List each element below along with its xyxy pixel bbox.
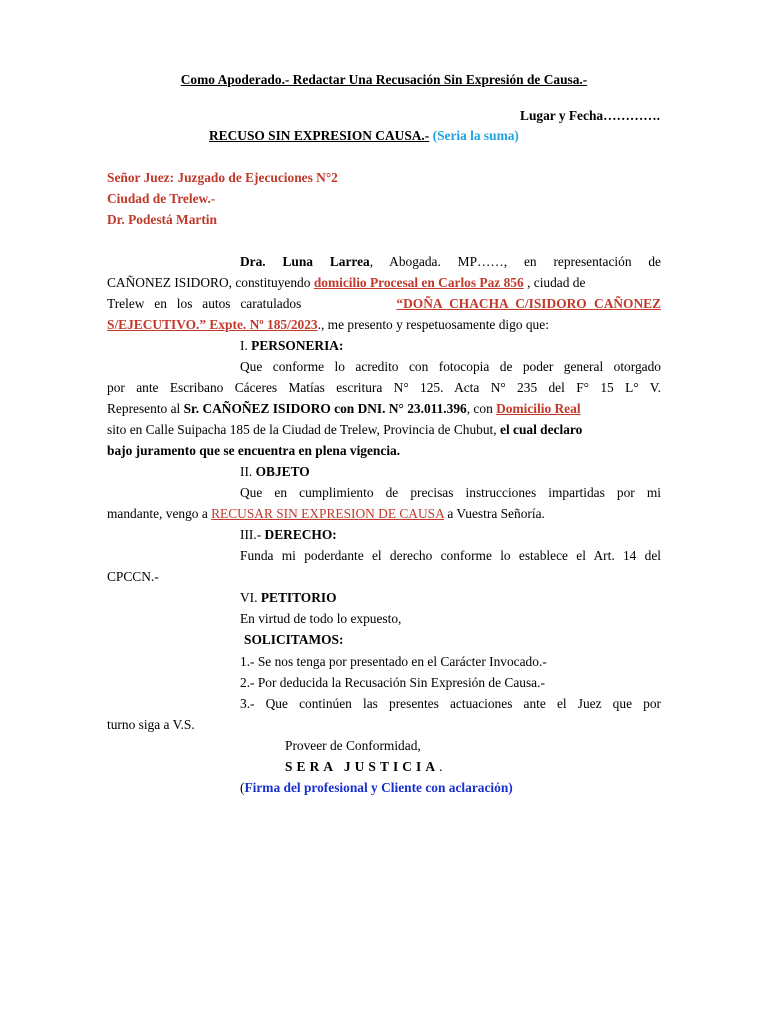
petitorio-line-1: En virtud de todo lo expuesto, bbox=[240, 611, 402, 626]
case-caption: “DOÑA CHACHA C/ISIDORO CAÑONEZ bbox=[396, 296, 661, 311]
heading-note: (Seria la suma) bbox=[432, 128, 519, 143]
place-and-date: Lugar y Fecha…………. bbox=[520, 108, 660, 123]
section-derecho-heading: III.- DERECHO: bbox=[240, 527, 337, 542]
lawyer-name: Dra. Luna Larrea bbox=[240, 254, 370, 269]
procesal-address: domicilio Procesal en Carlos Paz 856 bbox=[313, 275, 524, 290]
solicitamos-label: SOLICITAMOS: bbox=[244, 632, 344, 647]
petition-item: 3.- Que continúen las presentes actuaciones ante el Juez que por bbox=[240, 696, 661, 711]
intro-line-1: Dra. Luna Larrea, Abogada. MP……, en representación de bbox=[240, 254, 661, 269]
petition-item: 2.- Por deducida la Recusación Sin Expresión de Causa.- bbox=[240, 675, 545, 690]
derecho-line-1: Funda mi poderdante el derecho conforme lo establece el Art. 14 del bbox=[240, 548, 661, 563]
client-name-dni: Sr. CAÑOÑEZ ISIDORO con DNI. N° 23.011.396 bbox=[183, 401, 467, 416]
addressee-name: Dr. Podestá Martin bbox=[107, 212, 217, 227]
section-objeto-heading: II. OBJETO bbox=[240, 464, 310, 479]
personeria-line-3: Represento al Sr. CAÑOÑEZ ISIDORO con DNI. N° 23.011.396, con Domicilio Real bbox=[107, 401, 581, 416]
addressee-city: Ciudad de Trelew.- bbox=[107, 191, 216, 206]
personeria-line-4: sito en Calle Suipacha 185 de la Ciudad de Trelew, Provincia de Chubut, el cual declaro bbox=[107, 422, 583, 437]
personeria-line-2: por ante Escribano Cáceres Matías escritura N° 125. Acta N° 235 del F° 15 L° V. bbox=[107, 380, 661, 395]
intro-line-4: S/EJECUTIVO.” Expte. Nº 185/2023., me presento y respetuosamente digo que: bbox=[107, 317, 549, 332]
objeto-line-2: mandante, vengo a RECUSAR SIN EXPRESION DE CAUSA a Vuestra Señoría. bbox=[107, 506, 545, 521]
objeto-line-1: Que en cumplimiento de precisas instrucciones impartidas por mi bbox=[240, 485, 661, 500]
closing-justicia: SERA JUSTICIA. bbox=[285, 759, 443, 774]
real-address-label: Domicilio Real bbox=[496, 401, 581, 416]
document-heading bbox=[209, 128, 519, 144]
personeria-line-1: Que conforme lo acredito con fotocopia de poder general otorgado bbox=[240, 359, 661, 374]
case-number: S/EJECUTIVO.” Expte. Nº 185/2023 bbox=[107, 317, 318, 332]
personeria-line-5: bajo juramento que se encuentra en plena vigencia. bbox=[107, 443, 401, 458]
intro-line-3: Trelew en los autos caratulados “DOÑA CHACHA C/ISIDORO CAÑONEZ bbox=[107, 296, 661, 311]
heading-main: RECUSO SIN EXPRESION CAUSA.- bbox=[209, 128, 430, 143]
recusal-phrase: RECUSAR SIN EXPRESION DE CAUSA bbox=[211, 506, 445, 521]
section-petitorio-heading: VI. PETITORIO bbox=[240, 590, 337, 605]
document-title: Como Apoderado.- Redactar Una Recusación Sin Expresión de Causa.- bbox=[180, 72, 588, 87]
petition-item: 1.- Se nos tenga por presentado en el Carácter Invocado.- bbox=[240, 654, 547, 669]
derecho-line-2: CPCCN.- bbox=[107, 569, 159, 584]
signature-note: (Firma del profesional y Cliente con aclaración) bbox=[240, 780, 513, 795]
closing-proveer: Proveer de Conformidad, bbox=[285, 738, 421, 753]
petition-item-continuation: turno siga a V.S. bbox=[107, 717, 195, 732]
addressee-judge: Señor Juez: Juzgado de Ejecuciones N°2 bbox=[107, 170, 338, 185]
intro-line-2: CAÑONEZ ISIDORO, constituyendo domicilio Procesal en Carlos Paz 856 , ciudad de bbox=[107, 275, 586, 290]
section-personeria-heading: I. PERSONERIA: bbox=[240, 338, 344, 353]
